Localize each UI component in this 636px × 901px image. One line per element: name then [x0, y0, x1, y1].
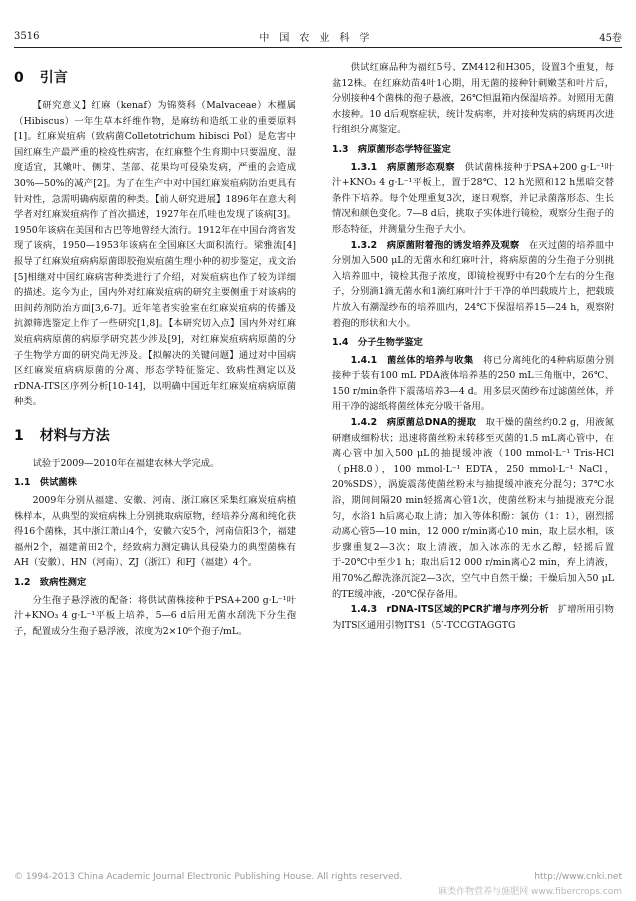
watermark-text: 麻类作物营养与施肥网 www.fibercrops.com	[438, 887, 622, 897]
subsection-heading: 1.3 病原菌形态学特征鉴定	[332, 143, 451, 155]
header-rule	[14, 47, 622, 48]
paragraph	[332, 415, 614, 602]
subsubsection-label: 1.3.1 病原菌形态观察	[350, 161, 455, 173]
subsubsection-label: 1.3.2 病原菌附着孢的诱发培养及观察	[350, 239, 520, 251]
section-heading-methods	[14, 426, 296, 446]
paragraph	[332, 160, 614, 238]
footer-url: http://www.cnki.net	[534, 872, 622, 882]
paragraph	[332, 602, 614, 633]
paragraph-text: 取干燥的菌丝约0.2 g，用液氮研磨成细粉状；迅速将菌丝粉末转移至灭菌的1.5 mL离心管中，在离心管中加入500 μL的抽提缓冲液（100 mmol·L⁻¹ Tris-HCl（pH8.0），100 mmol·L⁻¹ EDTA，250 mmol·L⁻¹ NaCl，20%SDS），涡旋震荡使菌丝粉末与抽提缓冲液充分混匀；37℃水浴，期间间隔20 min轻摇离心管1次，使菌丝粉末与抽提液充分混匀，水浴1 h后离心取上清；加入等体积酚：氯仿（1：1），剧烈摇动离心管5—10 min，12 000 r/min离心10 min，取上层水相，该步骤重复2—3次；取上清液，加入冰冻的无水乙醇，轻摇后置于-20℃中至少1 h；取出后12 000 r/min离心2 min，弃上清液，用70%乙醇洗涤沉淀2—3次，空气中自然干燥；干燥后加入50 μL的TE缓冲液，-20℃保存备用。	[332, 417, 614, 600]
section-title: 引言	[39, 70, 68, 86]
subsubsection-label: 1.4.2 病原菌总DNA的提取	[350, 417, 477, 429]
intro-paragraph: 【研究意义】红麻（kenaf）为锦葵科（Malvaceae）木槿属（Hibiscus）一年生草本纤维作物，是麻纺和造纸工业的重要原料[1]。红麻炭疽病（致病菌Colletotrichum hibisci Pol）是危害中国红麻生产最严重的检疫性病害，在红麻整个生育期中只要温度、湿度适宜，其嫩叶、侧芽、茎部、花果均可侵染发病，严重的会造成30%—50%的减产[2]。为了在生产中对中国红麻炭疽病防治更具有针对性，急需明确病原菌的种类。【前人研究进展】1896年在意大利学者对红麻炭疽病作了首次描述，1927年在爪哇也发现了该病[3]。1950年该病在美国和古巴等地曾经大流行。1912年在中国台湾省发现了该病，1950—1953年该病在全国麻区大面积流行。梁雅流[4]报导了红麻炭疽病病原菌即胶孢炭疽菌生理小种的初步鉴定，戎文治[5]相继对中国红麻病害种类进行了介绍，对炭疽病也作了较为详细的描述。迄今为止，国内外对红麻炭疽病的研究主要侧重于对该病的田间药剂防治方面[3,6-7]。近年笔者实验室在红麻炭疽病的传播及抗源筛选鉴定上作了一些研究[1,8]。【本研究切入点】国内外对红麻炭疽病病原菌的病原学研究甚少涉及[9]，对红麻炭疽病病原菌的分子生物学方面的研究尚无涉及。【拟解决的关键问题】通过对中国病区红麻炭疽病病原菌的分离、形态学特征鉴定、致病性测定以及rDNA-ITS区序列分析[10-14]，以明确中国近年红麻炭疽病病原菌种类。	[14, 100, 296, 408]
section-number: 0	[14, 70, 24, 86]
methods-intro: 试验于2009—2010年在福建农林大学完成。	[32, 457, 220, 469]
paragraph-text: 供试菌株接种于PSA+200 g·L⁻¹叶汁+KNO₃ 4 g·L⁻¹平板上，置于28℃、12 h光照和12 h黑暗交替条件下培养。每个处理重复3次，逐日观察，并记录菌落形态、生长情况和颜色变化。7—8 d后，挑取子实体进行镜检，观察分生孢子的形态特征，并测量分生孢子大小。	[332, 161, 614, 235]
subsubsection-label: 1.4.3 rDNA-ITS区域的PCR扩增与序列分析	[350, 604, 549, 616]
subsubsection-label: 1.4.1 菌丝体的培养与收集	[350, 354, 474, 366]
volume-number: 45卷	[599, 32, 622, 44]
paragraph	[332, 353, 614, 415]
paragraph: 供试红麻品种为福红5号、ZM412和H305，设置3个重复，每盆12株。在红麻幼苗4叶1心期，用无菌的接种针刺嫩茎和叶片后，分别接种4个菌株的孢子悬液，26℃恒温箱内保湿培养。対照用无菌水接种。10 d后观察症状，统计发病率，并对接种发病的病斑再次进行组织分离鉴定。	[332, 62, 614, 136]
left-column	[14, 60, 296, 639]
paragraph-text: 在灭过菌的培养皿中分别加入500 μL的无菌水和红麻叶汁，将病原菌的分生孢子分别挑入培养皿中，镜检其孢子浓度，即镜检视野中有20个左右的分生孢子，分别滴1滴无菌水和1滴红麻叶汁于干净的单凹载玻片上，把载玻片放入有潮湿纱布的培养皿内，24℃下保湿培养15—24 h，观察附着孢的形状和大小。	[332, 239, 614, 329]
page-footer	[14, 872, 622, 882]
paragraph: 分生孢子悬浮液的配备：将供试菌株接种于PSA+200 g·L⁻¹叶汁+KNO₃ 4 g·L⁻¹平板上培养，5—6 d后用无菌水刮洗下分生孢子，配置成分生孢子悬浮液，浓度为2×10⁶个孢子/mL。	[14, 594, 296, 637]
page-number: 3516	[14, 30, 40, 42]
paragraph	[332, 238, 614, 332]
section-heading-intro	[14, 68, 296, 88]
paragraph-text: 扩增所用引物为ITS区通用引物ITS1（5′-TCCGTAGGTG	[332, 604, 614, 631]
paragraph-text: 将已分离纯化的4种病原菌分别接种于装有100 mL PDA液体培养基的250 mL三角瓶中，26℃、150 r/min条件下震荡培养3—4 d。用多层灭菌纱布过滤菌丝体，并用干净的滤纸将菌丝体充分吸干备用。	[332, 354, 614, 413]
journal-title: 中国农业科学	[259, 32, 380, 44]
subsection-heading: 1.1 供试菌株	[14, 477, 77, 489]
section-number: 1	[14, 427, 24, 444]
section-title: 材料与方法	[39, 427, 110, 444]
right-column	[332, 60, 614, 633]
subsection-heading: 1.2 致病性测定	[14, 577, 87, 589]
subsection-heading: 1.4 分子生物学鉴定	[332, 337, 423, 349]
paragraph: 2009年分别从福建、安徽、河南、浙江麻区采集红麻炭疽病植株样本，从典型的炭疽病株上分别挑取病原物，经培养分离和纯化获得16个菌株，其中浙江萧山4个，安徽六安5个，河南信阳3个，福建福州2个，福建莆田2个，经致病力测定确认具侵染力的典型菌株有AH（安徽）、HN（河南）、ZJ（浙江）和FJ（福建）4个。	[14, 495, 296, 569]
running-header	[14, 28, 622, 44]
copyright-notice: © 1994-2013 China Academic Journal Electronic Publishing House. All rights reserved.	[14, 872, 403, 882]
